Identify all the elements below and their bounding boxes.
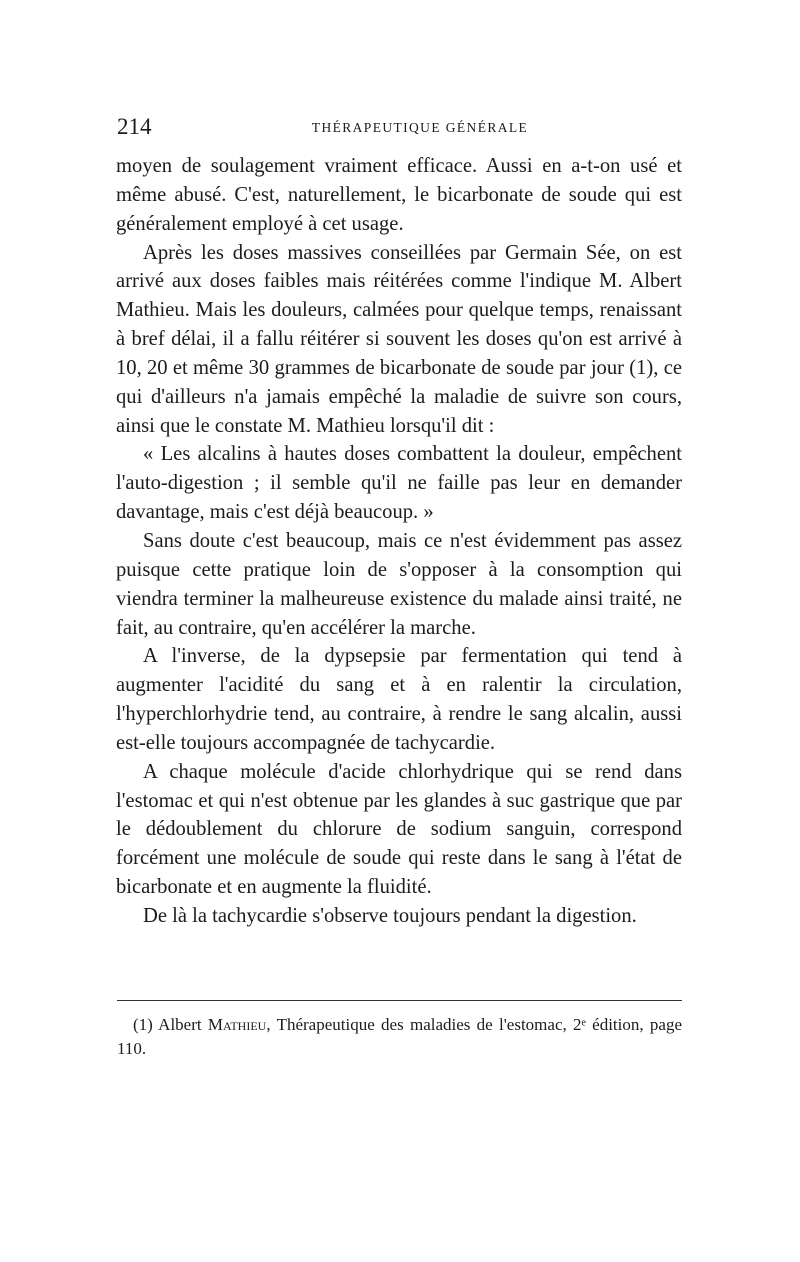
body-text (116, 152, 682, 931)
paragraph-6: A chaque molécule d'acide chlorhydrique qui se rend dans l'estomac et qui n'est obtenue par les glandes à suc gastrique que par le dédoublement du chlorure de sodium sanguin, correspond forcément une molécule de soude qui reste dans le sang à l'état de bicarbonate et en augmente la fluidité. (116, 760, 682, 899)
paragraph-2: Après les doses massives conseillées par Germain Sée, on est arrivé aux doses faibles mais réitérées comme l'indique M. Albert Mathieu. Mais les douleurs, calmées pour quelque temps, renaissant à bref délai, il a fallu réitérer si souvent les doses qu'on est arrivé à 10, 20 et même 30 grammes de bicarbonate de soude par jour (1), ce qui d'ailleurs n'a jamais empêché la maladie de suivre son cours, ainsi que le constate M. Mathieu lorsqu'il dit : (116, 241, 682, 437)
footnote (117, 1013, 682, 1061)
paragraph-5: A l'inverse, de la dypsepsie par fermentation qui tend à augmenter l'acidité du sang et à en ralentir la circulation, l'hyperchlorhydrie tend, au contraire, à rendre le sang alcalin, aussi est-elle toujours accompagnée de tachycardie. (116, 645, 682, 754)
paragraph-1: moyen de soulagement vraiment efficace. Aussi en a-t-on usé et même abusé. C'est, naturellement, le bicarbonate de soude qui est généralement employé à cet usage. (116, 155, 682, 235)
page-number: 214 (117, 114, 152, 139)
page-header (117, 114, 683, 144)
footnote-reference: Thérapeutique des maladies de l'estomac, 2ᵉ édition, page 110. (117, 1015, 682, 1058)
footnote-author-last: Mathieu, (207, 1015, 271, 1034)
footnote-marker: (1) (133, 1015, 153, 1034)
footnote-separator (117, 1000, 682, 1001)
running-head: THÉRAPEUTIQUE GÉNÉRALE (311, 120, 529, 135)
paragraph-3-quote: « Les alcalins à hautes doses combattent la douleur, empêchent l'auto-digestion ; il semble qu'il ne faille pas leur en demander davantage, mais c'est déjà beaucoup. » (116, 443, 682, 524)
paragraph-4: Sans doute c'est beaucoup, mais ce n'est évidemment pas assez puisque cette pratique loin de s'opposer à la consomption qui viendra terminer la malheureuse existence du malade ainsi traité, ne fait, au contraire, qu'en accélérer la marche. (116, 529, 682, 639)
paragraph-7: De là la tachycardie s'observe toujours pendant la digestion. (143, 904, 637, 927)
footnote-author-first: Albert (158, 1015, 202, 1034)
